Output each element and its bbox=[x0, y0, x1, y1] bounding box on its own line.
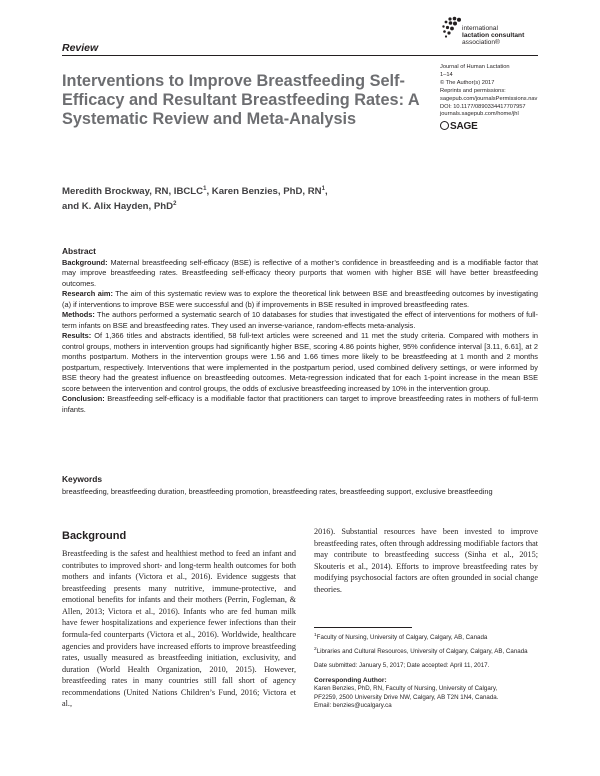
keywords-heading: Keywords bbox=[62, 474, 103, 484]
body-column-right: 2016). Substantial resources have been invested to improve breastfeeding rates, often through addressing modifiable factors that may contribute to breastfeeding success (Sinha et al., 2015; Skouteris et al., 2014). Efforts to improve breastfeeding rates by modifying psychosocial factors are often grounded in social change theories. bbox=[314, 527, 538, 594]
corr-email[interactable]: Email: benzies@ucalgary.ca bbox=[314, 702, 392, 710]
corresponding-author bbox=[314, 677, 538, 711]
abstract-results: Results: Of 1,366 titles and abstracts identified, 58 full-text articles were screened and 11 met the study criteria. Compared with mothers in control groups, mothers in intervention groups had significantly higher BSE, scoring 4.86 points higher, 95% confidence interval [3.11, 6.61], at 2 months postpartum. Mothers in the intervention groups were 1.56 and 1.66 times more likely to be breastfeeding at 1 month and 2 months postpartum, respectively. Interventions that were implemented in the postpartum period, used combined delivery settings, or were informed by BSE theory had the greatest influence on breastfeeding outcomes. Meta-regression indicated that for each 1-point increase in the mean BSE score between the intervention and control groups, the odds of exclusive breastfeeding increased by 10% in the intervention group. bbox=[62, 331, 538, 393]
corresponding-heading: Corresponding Author: bbox=[314, 676, 387, 684]
abstract-conclusion: Conclusion: Breastfeeding self-efficacy is a modifiable factor that practitioners can target to improve breastfeeding rates in mothers of full-term infants. bbox=[62, 394, 538, 414]
corr-line: Karen Benzies, PhD, RN, Faculty of Nursing, University of Calgary, bbox=[314, 685, 498, 693]
abstract bbox=[62, 246, 538, 415]
affiliation-1: $^1$Faculty of Nursing, University of Calgary, Calgary, AB, Canada bbox=[314, 633, 488, 642]
logo-line: international bbox=[462, 25, 498, 32]
submission-dates: Date submitted: January 5, 2017; Date accepted: April 11, 2017. bbox=[314, 662, 490, 670]
corr-line: PF2259, 2500 University Drive NW, Calgary, AB T2N 1N4, Canada. bbox=[314, 693, 499, 701]
journal-meta bbox=[440, 64, 560, 119]
logo-line: association® bbox=[462, 38, 500, 46]
sage-logo: SAGE bbox=[440, 121, 478, 132]
footnotes bbox=[314, 632, 538, 711]
abstract-aim: Research aim: The aim of this systematic review was to explore the theoretical link between BSE and breastfeeding outcomes by investigating (a) if interventions to improve BSE were successful and (b) if improvements in BSE resulted in improved breastfeeding rates. bbox=[62, 289, 539, 309]
journal-name: Journal of Human Lactation bbox=[440, 64, 510, 70]
keywords-text: breastfeeding, breastfeeding duration, breastfeeding promotion, breastfeeding rates, breastfeeding support, exclusive breastfeeding bbox=[62, 487, 493, 496]
reprints: Reprints and permissions: bbox=[440, 87, 506, 94]
author: Karen Benzies, PhD, RN bbox=[211, 186, 322, 198]
pages: 1–14 bbox=[440, 71, 453, 78]
author: and K. Alix Hayden, PhD bbox=[62, 201, 174, 213]
abstract-methods: Methods: The authors performed a systematic search of 10 databases for studies that investigated the effect of interventions for mothers of full-term infants on BSE and breastfeeding rates. They used an inverse-variance, random-effects meta-analysis. bbox=[62, 310, 538, 330]
copyright: © The Author(s) 2017 bbox=[440, 79, 495, 86]
logo-line: lactation consultant bbox=[462, 31, 525, 39]
ilca-logo bbox=[440, 14, 560, 54]
header-rule bbox=[62, 55, 538, 56]
body-column-left: Breastfeeding is the safest and healthiest method to feed an infant and contributes to improved short- and long-term health outcomes for both mothers and infants (Victora et al., 2016). Evidence suggests that breastfeeding presents many nutritive, immune-protective, and emotional benefits for infants and their mothers (Perrin, Fogleman, & Allen, 2013; Victora et al., 2016). Infants who are fed human milk have fewer hospitalizations and experience fewer infections than their formula-fed counterparts (Victora et al., 2016). Worldwide, healthcare agencies and providers have increased efforts to improve breastfeeding rates, usually measured as breastfeeding initiation, exclusivity, and duration (World Health Organization, 2010, 2015). However, breastfeeding rates in many countries still fall short of agency recommendations (United Nations Children’s Fund, 2016; Victora et al., bbox=[62, 549, 296, 709]
abstract-background: Background: Maternal breastfeeding self-efficacy (BSE) is reflective of a mother’s confidence in breastfeeding and is a modifiable factor that may improve breastfeeding rates. Breastfeeding self-efficacy theory purports that women with higher BSE will have better breastfeeding outcomes. bbox=[62, 257, 538, 288]
article-title: Interventions to Improve Breastfeeding Self-Efficacy and Resultant Breastfeeding Rates: A Systematic Review and Meta-Analysis bbox=[62, 72, 420, 128]
doi[interactable]: DOI: 10.1177/0890334417707957 bbox=[440, 103, 526, 110]
journal-site-link[interactable]: journals.sagepub.com/home/jhl bbox=[440, 111, 519, 118]
reprints-link[interactable]: sagepub.com/journalsPermissions.nav bbox=[440, 95, 538, 102]
ilca-dots-icon bbox=[440, 16, 464, 40]
background-heading: Background bbox=[62, 530, 127, 542]
affiliation-2: $^2$Libraries and Cultural Resources, University of Calgary, Calgary, AB, Canada bbox=[314, 646, 528, 655]
abstract-heading: Abstract bbox=[62, 246, 96, 256]
sage-ring-icon bbox=[440, 121, 449, 130]
section-label: Review bbox=[62, 42, 99, 54]
footnote-rule bbox=[314, 627, 412, 628]
author: Meredith Brockway, RN, IBCLC bbox=[62, 186, 204, 198]
author-list: Meredith Brockway, RN, IBCLC$^1$, Karen Benzies, PhD, $RN^1$, and K. Alix Hayden, PhD$^2$ bbox=[62, 186, 328, 213]
